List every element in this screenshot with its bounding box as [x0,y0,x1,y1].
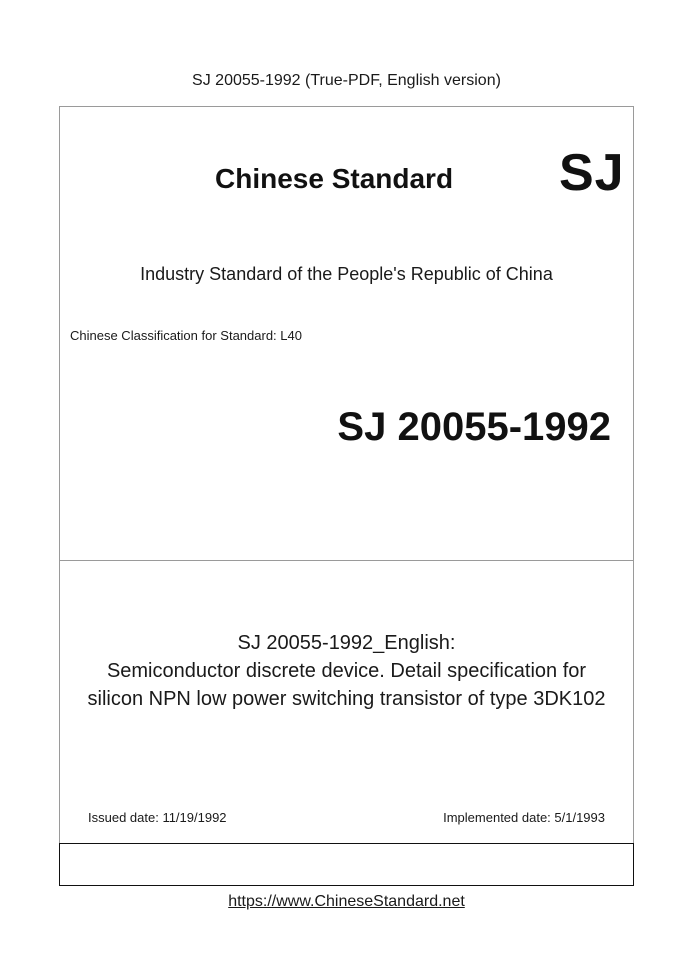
footer [0,893,693,911]
bottom-box [59,843,634,886]
document-title-line-2: Semiconductor discrete device. Detail specification for [106,660,587,682]
section-divider [59,560,634,561]
issued-date: Issued date: 11/19/1992 [88,810,227,825]
document-title-line-3: silicon NPN low power switching transistor of type 3DK102 [87,688,606,710]
standard-number: SJ 20055-1992 [337,405,611,449]
cover-frame [59,106,634,886]
standard-mark: SJ [559,144,625,202]
document-header: SJ 20055-1992 (True-PDF, English version) [192,72,501,89]
cover-title: Chinese Standard [215,163,454,194]
classification-label: Chinese Classification for Standard: L40 [70,328,302,343]
website-link[interactable]: https://www.ChineseStandard.net [228,893,465,910]
document-title [59,629,634,713]
implemented-date: Implemented date: 5/1/1993 [443,810,605,825]
document-title-line-1: SJ 20055-1992_English: [237,632,456,654]
industry-heading: Industry Standard of the People's Republic of China [140,264,553,284]
